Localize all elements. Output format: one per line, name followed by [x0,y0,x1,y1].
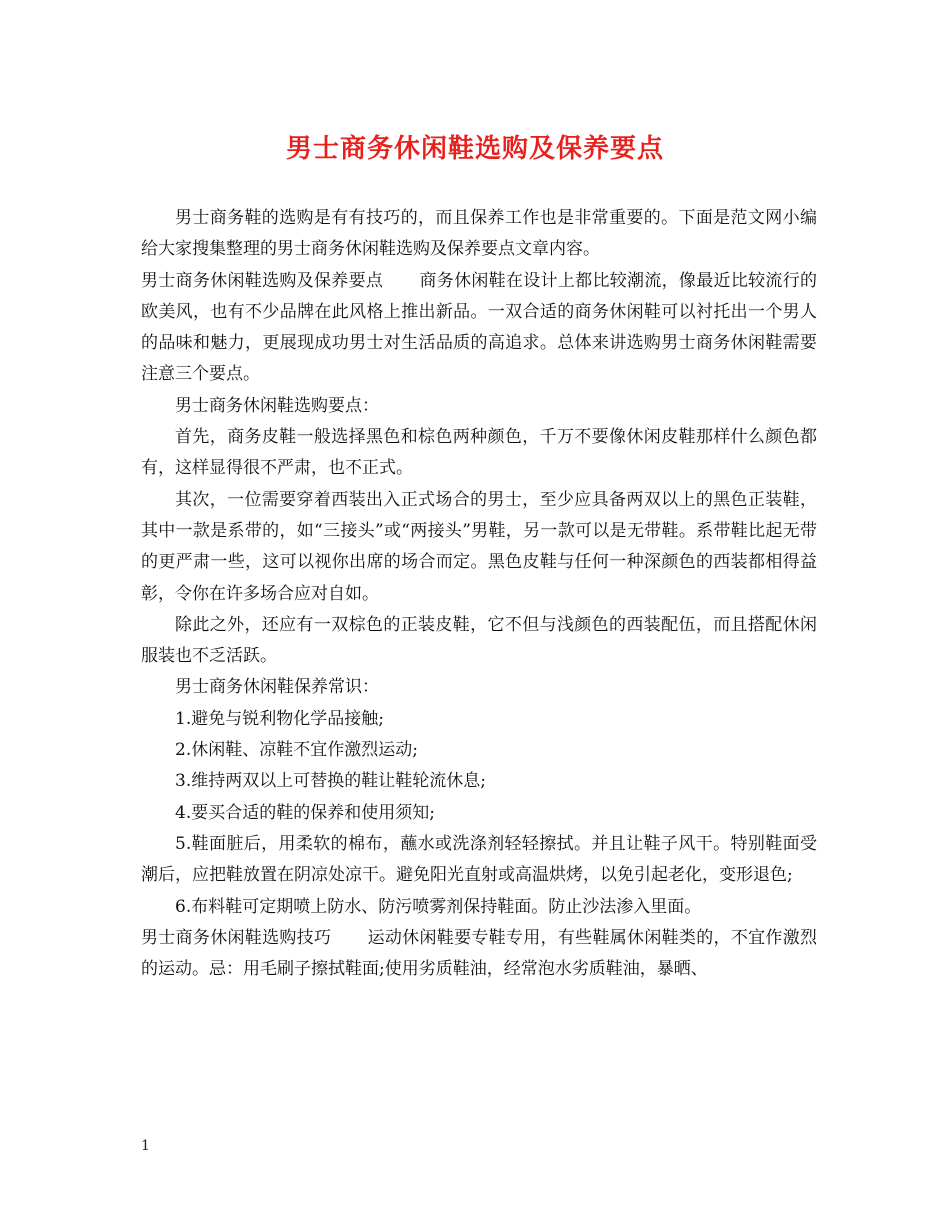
intro-paragraph: 男士商务鞋的选购是有有技巧的，而且保养工作也是非常重要的。下面是范文网小编给大家搜集整理的男士商务休闲鞋选购及保养要点文章内容。 [141,208,817,260]
care-item-5: 5.鞋面脏后，用柔软的棉布，蘸水或洗涤剂轻轻擦拭。并且让鞋子风干。特别鞋面受潮后，应把鞋放置在阴凉处凉干。避免阳光直射或高温烘烤，以免引起老化，变形退色; [141,833,817,886]
buying-point-2: 其次，一位需要穿着西装出入正式场合的男士，至少应具备两双以上的黑色正装鞋，其中一款是系带的，如“三接头”或“两接头”男鞋，另一款可以是无带鞋。系带鞋比起无带的更严肃一些，这可以视你出席的场合而定。黑色皮鞋与任何一种深颜色的西装都相得益彰，令你在许多场合应对自如。 [141,489,817,604]
buying-point-1: 首先，商务皮鞋一般选择黑色和棕色两种颜色，千万不要像休闲皮鞋那样什么颜色都有，这样显得很不严肃，也不正式。 [141,427,817,479]
care-item-2: 2.休闲鞋、凉鞋不宜作激烈运动; [175,740,418,761]
page-number: 1 [141,1138,150,1154]
section2-text: 运动休闲鞋要专鞋专用，有些鞋属休闲鞋类的，不宜作激烈的运动。忌：用毛刷子擦拭鞋面;使用劣质鞋油，经常泡水劣质鞋油，暴晒、 [141,927,818,980]
care-item-6: 6.布料鞋可定期喷上防水、防污喷雾剂保持鞋面。防止沙法渗入里面。 [175,896,702,917]
section1-paragraph [141,266,817,391]
care-heading: 男士商务休闲鞋保养常识： [175,677,379,698]
buying-point-3: 除此之外，还应有一双棕色的正装皮鞋，它不但与浅颜色的西装配伍，而且搭配休闲服装也不乏活跃。 [141,614,817,667]
care-item-4: 4.要买合适的鞋的保养和使用须知; [175,802,435,823]
care-item-3: 3.维持两双以上可替换的鞋让鞋轮流休息; [175,771,486,792]
section1-text: 商务休闲鞋在设计上都比较潮流，像最近比较流行的欧美风，也有不少品牌在此风格上推出新品。一双合适的商务休闲鞋可以衬托出一个男人的品味和魅力，更展现成功男士对生活品质的高追求。总体来讲选购男士商务休闲鞋需要注意三个要点。 [141,270,818,385]
section1-heading: 男士商务休闲鞋选购及保养要点 [141,270,384,291]
care-item-1: 1.避免与锐利物化学品接触; [175,708,384,729]
section2-heading: 男士商务休闲鞋选购技巧 [141,927,332,948]
section2-paragraph [141,923,817,986]
page-title: 男士商务休闲鞋选购及保养要点 [285,134,664,164]
document-body [141,203,817,985]
buying-heading: 男士商务休闲鞋选购要点： [175,395,379,416]
